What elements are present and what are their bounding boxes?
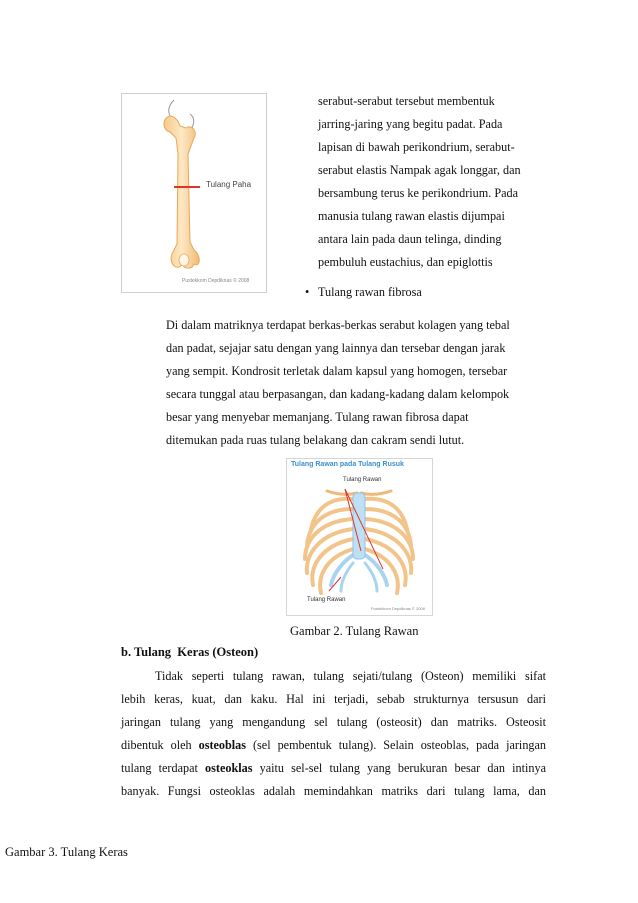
text-line: lebih keras, kuat, dan kaku. Hal ini terjadi, sebab strukturnya tersusun dari [121, 692, 546, 706]
figure-caption: Gambar 3. Tulang Keras [5, 845, 128, 859]
text-line: Di dalam matriknya terdapat berkas-berkas serabut kolagen yang tebal [166, 318, 510, 332]
femur-figure [121, 93, 267, 293]
text-run: dibentuk oleh [121, 738, 199, 752]
bold-term: osteoklas [205, 761, 253, 775]
text-line: pembuluh eustachius, dan epiglottis [318, 255, 493, 269]
text-line: Tidak seperti tulang rawan, tulang sejati/tulang (Osteon) memiliki sifat [155, 669, 546, 683]
text-line: bersambung terus ke perikondrium. Pada [318, 186, 519, 200]
text-line: besar yang menyebar memanjang. Tulang rawan fibrosa dapat [166, 410, 469, 424]
text-line [121, 738, 546, 753]
section-heading: b. Tulang Keras (Osteon) [121, 645, 259, 659]
text-line: antara lain pada daun telinga, dinding [318, 232, 502, 246]
text-line: manusia tulang rawan elastis dijumpai [318, 209, 505, 223]
text-line: ditemukan pada ruas tulang belakang dan cakram sendi lutut. [166, 433, 465, 447]
figure-title: Tulang Rawan pada Tulang Rusuk [291, 461, 404, 468]
bullet-text: Tulang rawan fibrosa [318, 285, 422, 299]
text-line: lapisan di bawah perikondrium, serabut- [318, 140, 515, 154]
text-line: dan padat, sejajar satu dengan yang lainnya dan tersebar dengan jarak [166, 341, 506, 355]
text-line: yang sempit. Kondrosit terletak dalam kapsul yang homogen, tersebar [166, 364, 508, 378]
figure-credit: Pustekkom Depdiknas © 2008 [182, 278, 250, 284]
bullet-symbol: • [305, 285, 310, 299]
text-line: jaringan tulang yang mengandung sel tulang (osteosit) dan matriks. Osteosit [121, 715, 546, 729]
text-run: (sel pembentuk tulang). Selain osteoblas, pada jaringan [246, 738, 547, 752]
text-run: yaitu sel-sel tulang yang berukuran besar dan intinya [252, 761, 546, 775]
text-run: tulang terdapat [121, 761, 206, 775]
figure-label: Tulang Paha [206, 180, 252, 189]
ribcage-figure [286, 458, 433, 616]
femur-illustration [122, 94, 266, 292]
figure-label-top: Tulang Rawan [343, 477, 382, 483]
figure-credit: Pustekkom Depdiknas © 2008 [371, 606, 425, 611]
bold-term: osteoblas [198, 738, 247, 752]
text-line [121, 761, 546, 776]
text-line: banyak. Fungsi osteoklas adalah memindahkan matriks dari tulang lama, dan [121, 784, 546, 798]
figure-label-bottom: Tulang Rawan [307, 597, 346, 603]
text-line: secara tunggal atau berpasangan, dan kadang-kadang dalam kelompok [166, 387, 510, 401]
text-line: jarring-jaring yang begitu padat. Pada [318, 117, 503, 131]
text-line: serabut-serabut tersebut membentuk [318, 94, 495, 108]
text-line: serabut elastis Nampak agak longgar, dan [318, 163, 521, 177]
figure-caption: Gambar 2. Tulang Rawan [290, 624, 419, 638]
